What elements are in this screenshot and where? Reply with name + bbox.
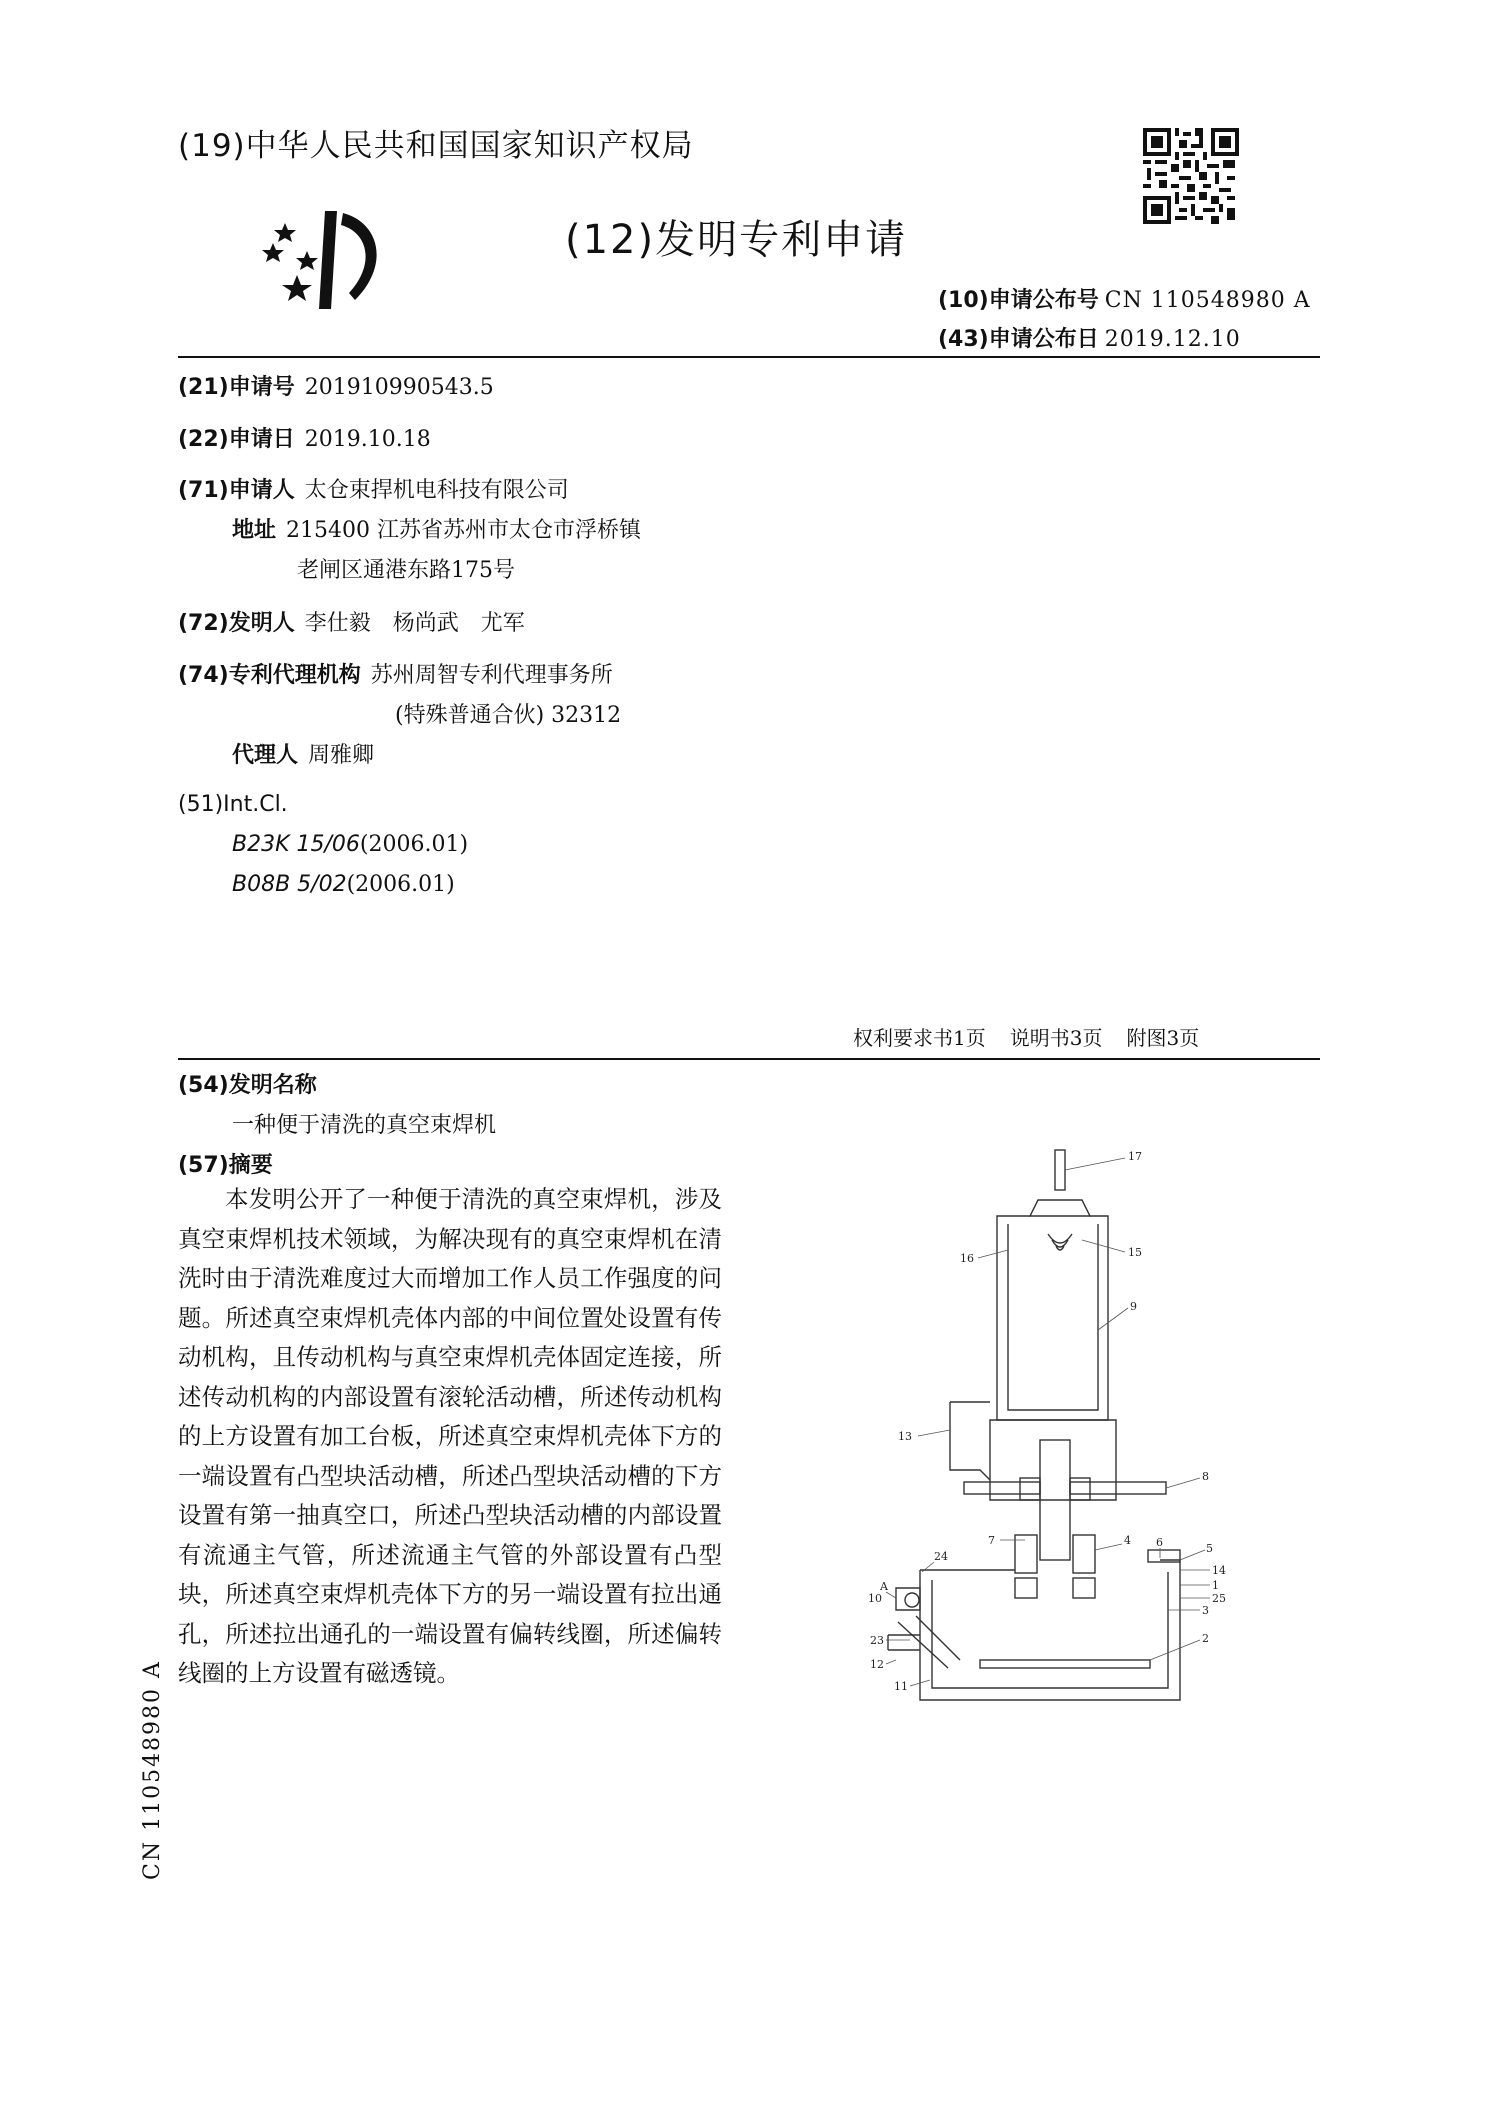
app-no-label: (21)申请号 <box>178 375 295 400</box>
inventor-label: (72)发明人 <box>178 611 295 636</box>
figure-label: 13 <box>898 1430 912 1443</box>
ipc-entry <box>232 872 455 897</box>
address-line1: 215400 江苏省苏州市太仓市浮桥镇 <box>286 518 641 543</box>
figure-label: 25 <box>1212 1592 1226 1605</box>
figure-label: 2 <box>1202 1632 1209 1645</box>
agent-value: 周雅卿 <box>308 743 375 768</box>
publication-date <box>938 322 1241 353</box>
agent-row <box>232 738 374 769</box>
gas-inlet-pipe <box>1055 1150 1065 1190</box>
figure-label: 11 <box>894 1680 908 1693</box>
abstract-text: 本发明公开了一种便于清洗的真空束焊机，涉及真空束焊机技术领域，为解决现有的真空束焊机在清洗时由于清洗难度过大而增加工作人员工作强度的问题。所述真空束焊机壳体内部的中间位置处设置有传动机构，且传动机构与真空束焊机壳体固定连接，所述传动机构的内部设置有滚轮活动槽，所述传动机构的上方设置有加工台板，所述真空束焊机壳体下方的一端设置有凸型块活动槽，所述凸型块活动槽的下方设置有第一抽真空口，所述凸型块活动槽的内部设置有流通主气管，所述流通主气管的外部设置有凸型块，所述真空束焊机壳体下方的另一端设置有拉出通孔，所述拉出通孔的一端设置有偏转线圈，所述偏转线圈的上方设置有磁透镜。 <box>178 1185 722 1687</box>
ipc-version: (2006.01) <box>346 872 455 897</box>
app-no-value: 201910990543.5 <box>304 375 494 400</box>
upper-chamber <box>997 1216 1108 1420</box>
ipc-code: B23K 15/06 <box>232 832 360 857</box>
address-row <box>232 513 641 544</box>
figure-label: 17 <box>1128 1150 1142 1163</box>
work-table <box>980 1660 1150 1668</box>
page-counts <box>853 1022 1223 1051</box>
pub-date-value: 2019.12.10 <box>1104 327 1241 352</box>
figure-label: 15 <box>1128 1246 1142 1259</box>
claims-pages: 权利要求书1页 <box>853 1026 986 1050</box>
inventor-row <box>178 606 525 637</box>
applicant-label: (71)申请人 <box>178 478 295 503</box>
section-divider <box>178 1058 1320 1060</box>
applicant-value: 太仓束捍机电科技有限公司 <box>304 478 569 503</box>
pub-date-label: (43)申请公布日 <box>938 327 1099 352</box>
figure-label: 14 <box>1212 1564 1226 1577</box>
document-type: (12)发明专利申请 <box>565 217 908 263</box>
inventor-value: 李仕毅 杨尚武 尤军 <box>304 611 525 636</box>
ipc-version: (2006.01) <box>359 832 469 857</box>
upper-chamber-inner <box>1008 1224 1098 1410</box>
header-divider <box>178 356 1320 358</box>
figure-label: 6 <box>1156 1536 1163 1549</box>
figure-label: 10 <box>868 1592 882 1605</box>
leader-lines <box>886 1158 1210 1686</box>
intcl-label: (51)Int.Cl. <box>178 792 288 817</box>
application-number-row <box>178 370 494 401</box>
figure-label: 9 <box>1130 1300 1137 1313</box>
figure-label: 16 <box>960 1252 974 1265</box>
agency-label: (74)专利代理机构 <box>178 663 361 688</box>
figure-label: 24 <box>934 1550 948 1563</box>
abstract-label: (57)摘要 <box>178 1153 273 1178</box>
side-port <box>950 1402 990 1480</box>
ipc-entry <box>232 832 468 857</box>
agency-line1: 苏州周智专利代理事务所 <box>370 663 613 688</box>
publication-number <box>938 283 1311 314</box>
figure-label: 12 <box>870 1658 884 1671</box>
figure-drawing <box>888 1150 1180 1700</box>
agency-line2: (特殊普通合伙) 32312 <box>395 703 622 728</box>
figure-label: A <box>880 1580 888 1593</box>
valve-a <box>905 1593 919 1607</box>
figure-label: 7 <box>988 1534 995 1547</box>
figure-label: 8 <box>1202 1470 1209 1483</box>
figure-label: 5 <box>1206 1542 1213 1555</box>
filing-date-row <box>178 422 431 453</box>
description-pages: 说明书3页 <box>1009 1026 1103 1050</box>
middle-housing <box>990 1420 1116 1500</box>
pub-no-label: (10)申请公布号 <box>938 288 1099 313</box>
coil-right <box>1073 1535 1095 1573</box>
drawings-pages: 附图3页 <box>1126 1026 1200 1050</box>
lower-chamber <box>920 1560 1180 1700</box>
intcl-row <box>178 792 288 817</box>
address-line2: 老闸区通港东路175号 <box>297 558 515 583</box>
invention-title: 一种便于清洗的真空束焊机 <box>232 1113 497 1138</box>
office-name: (19)中华人民共和国国家知识产权局 <box>178 128 694 164</box>
agency-row <box>178 658 613 689</box>
figure-label: 23 <box>870 1634 884 1647</box>
address-label: 地址 <box>232 518 277 543</box>
coil-left <box>1015 1535 1037 1573</box>
filing-date-value: 2019.10.18 <box>304 427 431 452</box>
figure-label: 3 <box>1202 1604 1209 1617</box>
figure-label: 4 <box>1124 1534 1131 1547</box>
qr-code-icon <box>1143 128 1239 224</box>
upper-nozzle <box>1030 1200 1090 1216</box>
figure-reference-numerals <box>868 1150 1226 1693</box>
figure-label: 1 <box>1212 1579 1219 1592</box>
applicant-row <box>178 473 569 504</box>
abstract-figure <box>860 1140 1226 1700</box>
filing-date-label: (22)申请日 <box>178 427 295 452</box>
cnipa-logo-icon <box>245 205 395 315</box>
side-publication-code: CN 110548980 A <box>140 1660 165 1880</box>
agent-label: 代理人 <box>232 743 299 768</box>
title-label: (54)发明名称 <box>178 1073 317 1098</box>
pub-no-value: CN 110548980 A <box>1104 288 1311 313</box>
ipc-code: B08B 5/02 <box>232 872 347 897</box>
